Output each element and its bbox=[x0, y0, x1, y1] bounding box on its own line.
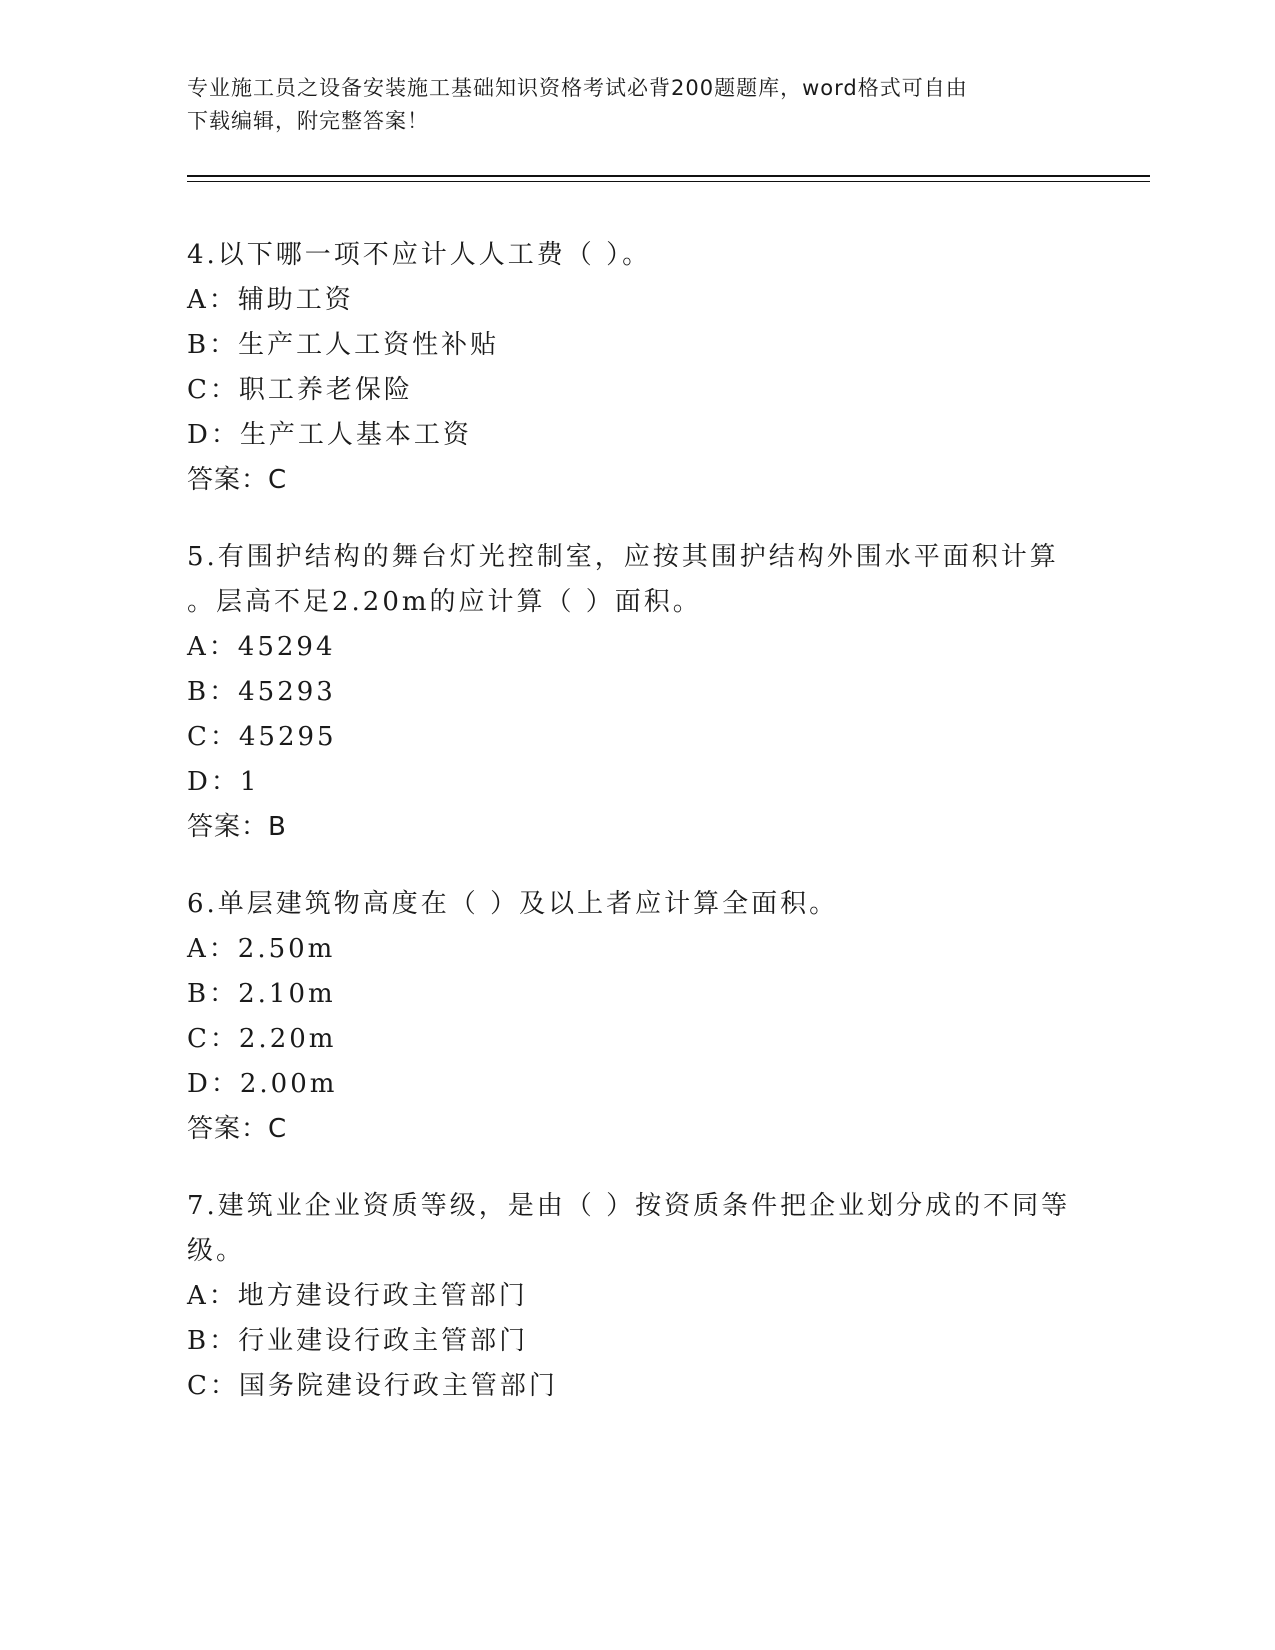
option-d: D：1 bbox=[187, 767, 260, 797]
answer: 答案：B bbox=[187, 812, 287, 842]
answer: 答案：C bbox=[187, 465, 288, 495]
option-c: C：2.20m bbox=[187, 1024, 337, 1054]
question-list bbox=[187, 233, 1087, 1441]
header-divider-thick bbox=[187, 175, 1150, 177]
question-text-line-2: 级。 bbox=[187, 1236, 246, 1266]
option-c: C：职工养老保险 bbox=[187, 375, 413, 405]
option-a: A：2.50m bbox=[187, 934, 336, 964]
header-line-2: 下载编辑，附完整答案！ bbox=[187, 109, 429, 133]
option-b: B：行业建设行政主管部门 bbox=[187, 1326, 529, 1356]
document-header bbox=[187, 72, 1067, 138]
question-text-line-1: 5.有围护结构的舞台灯光控制室，应按其围护结构外围水平面积计算 bbox=[187, 542, 1059, 572]
question-4 bbox=[187, 233, 1087, 503]
option-a: A：地方建设行政主管部门 bbox=[187, 1281, 528, 1311]
answer: 答案：C bbox=[187, 1114, 288, 1144]
option-c: C：45295 bbox=[187, 722, 337, 752]
option-a: A：辅助工资 bbox=[187, 285, 354, 315]
option-c: C：国务院建设行政主管部门 bbox=[187, 1371, 558, 1401]
option-b: B：45293 bbox=[187, 677, 336, 707]
option-b: B：生产工人工资性补贴 bbox=[187, 330, 500, 360]
question-text: 6.单层建筑物高度在（ ）及以上者应计算全面积。 bbox=[187, 889, 839, 919]
option-d: D：生产工人基本工资 bbox=[187, 420, 472, 450]
question-5 bbox=[187, 535, 1087, 850]
option-b: B：2.10m bbox=[187, 979, 336, 1009]
question-text-line-1: 7.建筑业企业资质等级，是由（ ）按资质条件把企业划分成的不同等 bbox=[187, 1191, 1071, 1221]
question-6 bbox=[187, 882, 1087, 1152]
question-text: 4.以下哪一项不应计人人工费（ ）。 bbox=[187, 240, 652, 270]
header-line-1: 专业施工员之设备安装施工基础知识资格考试必背200题题库，word格式可自由 bbox=[187, 76, 968, 100]
header-divider-thin bbox=[187, 181, 1150, 182]
question-7 bbox=[187, 1184, 1087, 1409]
option-a: A：45294 bbox=[187, 632, 336, 662]
option-d: D：2.00m bbox=[187, 1069, 338, 1099]
question-text-line-2: 。层高不足2.20m的应计算（ ）面积。 bbox=[187, 587, 702, 617]
